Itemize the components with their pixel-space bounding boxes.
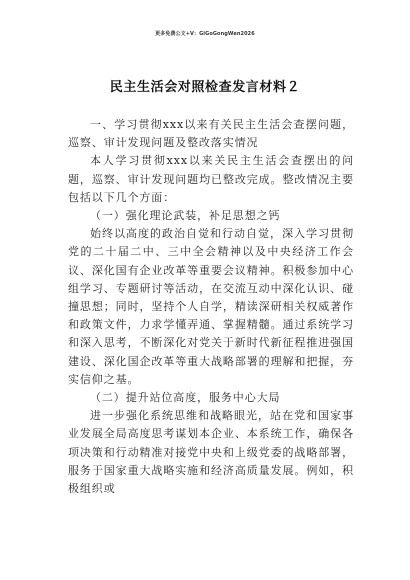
body-paragraph: 本人学习贯彻xxx以来关民主生活会查摆出的问题，巡察、审计发现问题均已整改完成。整改情况主要包括以下几个方面： — [68, 154, 354, 204]
subsection-heading: （一）强化理论武装，补足思想之钙 — [90, 209, 281, 223]
body-paragraph: 进一步强化系统思维和战略眼光，站在党和国家事业发展全局高度思考谋划本企业、本系统工作，确保各项决策和行动精准对接党中央和上级党委的战略部署，服务于国家重大战略实施和经济高质量发展。例如，积极组织或 — [68, 409, 354, 496]
body-paragraph: 始终以高度的政治自觉和行动自觉，深入学习贯彻党的二十届二中、三中全会精神以及中央经济工作会议、深化国有企业改革等重要会议精神。积极参加中心组学习、专题研讨等活动，在交流互动中深化认识、碰撞思想；同时，坚持个人自学，精读深研相关权威著作和政策文件，力求学懂弄通、掌握精髓。通过系统学习和深入思考，不断深化对党关于新时代新征程推进强国建设、深化国企改革等重大战略部署的理解和把握，夯实信仰之基。 — [68, 227, 354, 386]
document-body — [68, 116, 354, 498]
section-heading: 一、学习贯彻xxx以来有关民主生活会查摆问题，巡察、审计发现问题及整改落实情况 — [68, 118, 354, 150]
document-title: 民主生活会对照检查发言材料２ — [109, 80, 301, 95]
header-watermark: 更多免费公文+V：GiGoGongWen2026 — [155, 31, 255, 37]
subsection-heading: （二）提升站位高度，服务中心大局 — [90, 391, 281, 405]
